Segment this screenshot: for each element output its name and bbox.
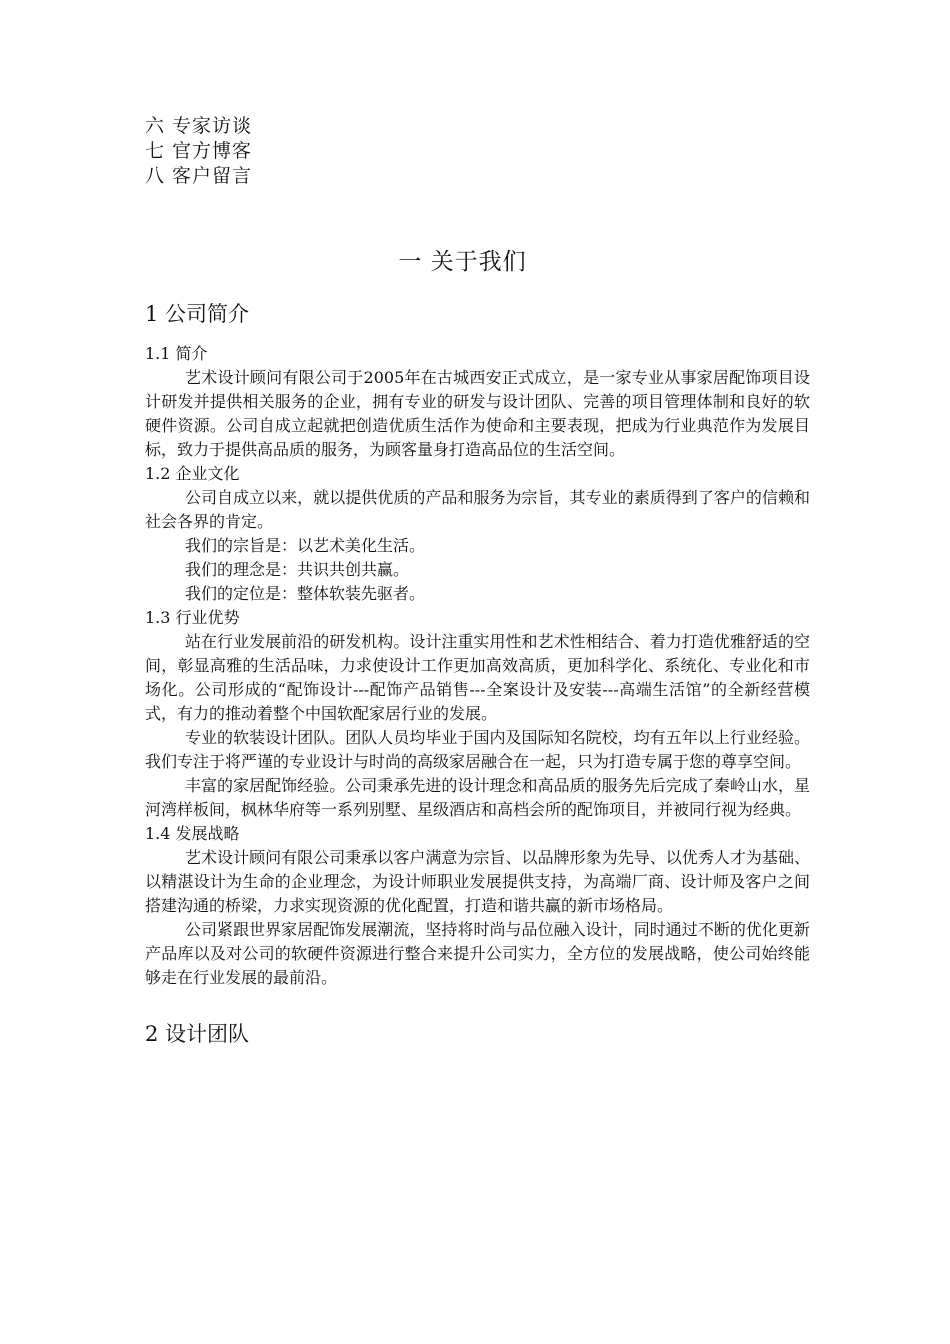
paragraph: 公司自成立以来，就以提供优质的产品和服务为宗旨，其专业的素质得到了客户的信赖和社会各界的肯定。 xyxy=(145,488,810,531)
paragraph: 公司紧跟世界家居配饰发展潮流，坚持将时尚与品位融入设计，同时通过不断的优化更新产品库以及对公司的软硬件资源进行整合来提升公司实力，全方位的发展战略，使公司始终能够走在行业发展的最前沿。 xyxy=(145,920,810,987)
subsection-title-intro: 1.1 简介 xyxy=(145,344,208,363)
paragraph: 我们的理念是：共识共创共赢。 xyxy=(185,560,410,579)
subsection-title-culture: 1.2 企业文化 xyxy=(145,464,240,483)
paragraph: 我们的宗旨是：以艺术美化生活。 xyxy=(185,536,426,555)
toc-item-experts: 六 专家访谈 xyxy=(145,115,253,137)
subsection-title-strategy: 1.4 发展战略 xyxy=(145,824,240,843)
paragraph: 丰富的家居配饰经验。公司秉承先进的设计理念和高品质的服务先后完成了秦岭山水，星河湾样板间，枫林华府等一系列别墅、星级酒店和高档会所的配饰项目，并被同行视为经典。 xyxy=(145,776,810,819)
table-of-contents xyxy=(145,114,810,189)
toc-item-messages: 八 客户留言 xyxy=(145,165,253,187)
paragraph: 艺术设计顾问有限公司于2005年在古城西安正式成立，是一家专业从事家居配饰项目设计研发并提供相关服务的企业，拥有专业的研发与设计团队、完善的项目管理体制和良好的软硬件资源。公司自成立起就把创造优质生活作为使命和主要表现，把成为行业典范作为发展目标，致力于提供高品质的服务，为顾客量身打造高品位的生活空间。 xyxy=(145,368,810,459)
paragraph: 站在行业发展前沿的研发机构。设计注重实用性和艺术性相结合、着力打造优雅舒适的空间，彰显高雅的生活品味，力求使设计工作更加高效高质，更加科学化、系统化、专业化和市场化。公司形成的“配饰设计---配饰产品销售---全案设计及安装---高端生活馆”的全新经营模式，有力的推动着整个中国软配家居行业的发展。 xyxy=(145,632,810,723)
paragraph: 专业的软装设计团队。团队人员均毕业于国内及国际知名院校，均有五年以上行业经验。我们专注于将严谨的专业设计与时尚的高级家居融合在一起，只为打造专属于您的尊享空间。 xyxy=(145,728,810,771)
section-title-design-team: 2 设计团队 xyxy=(145,1022,250,1046)
paragraph: 艺术设计顾问有限公司秉承以客户满意为宗旨、以品牌形象为先导、以优秀人才为基础、以精湛设计为生命的企业理念，为设计师职业发展提供支持，为高端厂商、设计师及客户之间搭建沟通的桥梁，力求实现资源的优化配置，打造和谐共赢的新市场格局。 xyxy=(145,848,810,915)
document-content xyxy=(145,114,810,1062)
subsection-title-advantages: 1.3 行业优势 xyxy=(145,608,240,627)
paragraph: 我们的定位是：整体软装先驱者。 xyxy=(185,584,426,603)
section-title-company-profile: 1 公司简介 xyxy=(145,302,250,326)
chapter-title: 一 关于我们 xyxy=(398,249,527,275)
toc-item-blog: 七 官方博客 xyxy=(145,140,253,162)
